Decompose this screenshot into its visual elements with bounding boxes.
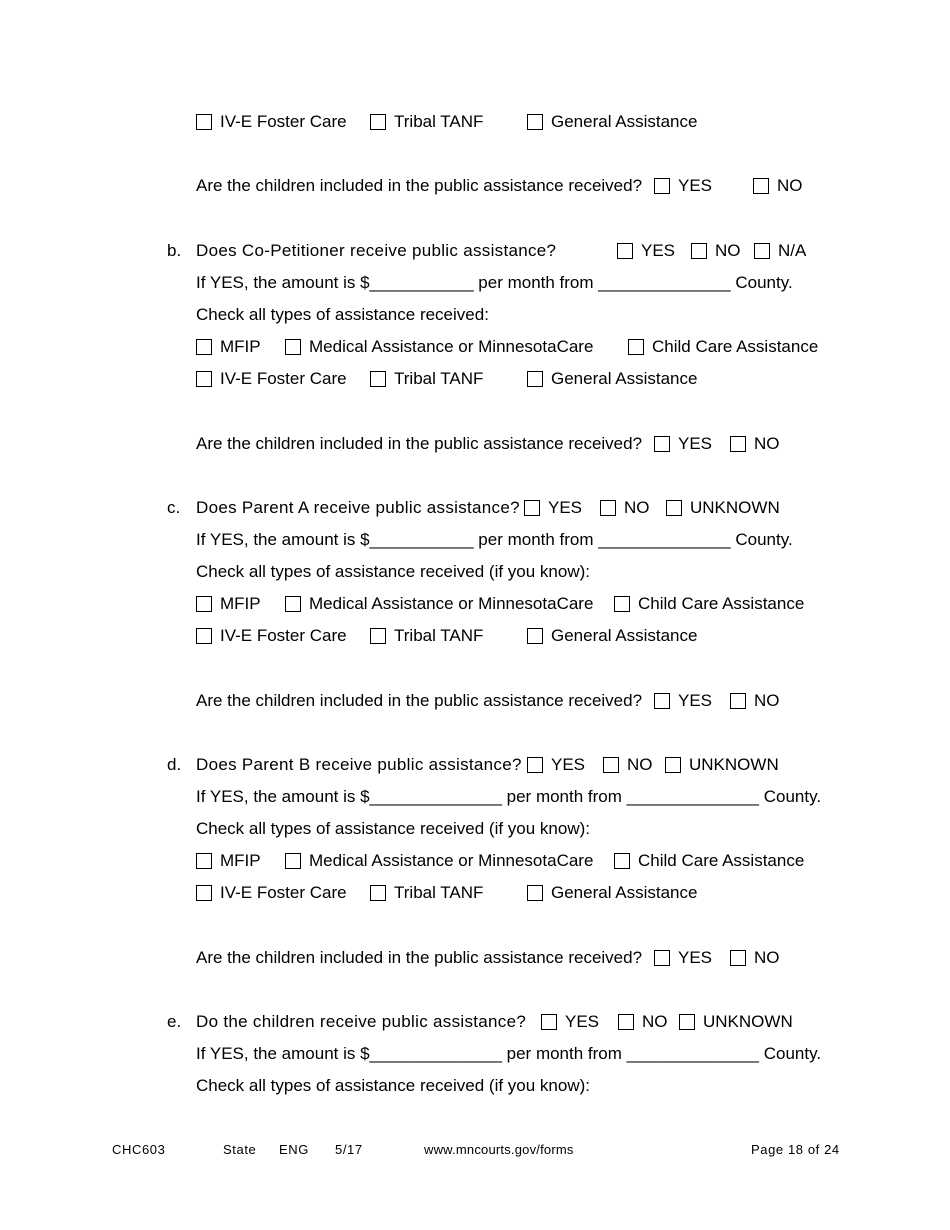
d-children-row [196,947,780,969]
c-children-row [196,690,780,712]
unknown-label: UNKNOWN [690,498,780,517]
section-marker: d. [167,755,182,774]
cca-checkbox[interactable] [628,339,644,355]
e-amount-line[interactable]: If YES, the amount is $______________ per month from ______________ County. [196,1044,822,1063]
children-question: Are the children included in the public assistance received? [196,691,643,710]
footer-form-code: CHC603 [112,1142,166,1157]
tanf-label: Tribal TANF [394,626,484,645]
tanf-checkbox[interactable] [370,885,386,901]
mfip-checkbox[interactable] [196,853,212,869]
yes-label: YES [678,434,713,453]
ga-label: General Assistance [551,883,698,902]
children-question: Are the children included in the public assistance received? [196,948,643,967]
tanf-checkbox[interactable] [370,114,386,130]
ma-checkbox[interactable] [285,853,301,869]
no-label: NO [754,434,780,453]
mfip-label: MFIP [220,851,261,870]
unknown-label: UNKNOWN [703,1012,793,1031]
yes-label: YES [678,948,713,967]
c-children-yes-checkbox[interactable] [654,693,670,709]
mfip-label: MFIP [220,594,261,613]
ive-label: IV-E Foster Care [220,626,347,645]
mfip-label: MFIP [220,337,261,356]
footer-state: State [223,1142,257,1157]
no-label: NO [624,498,650,517]
c-amount-line[interactable]: If YES, the amount is $___________ per month from ______________ County. [196,530,793,549]
ive-label: IV-E Foster Care [220,112,347,131]
b-amount-line[interactable]: If YES, the amount is $___________ per month from ______________ County. [196,273,793,292]
section-question: Does Parent B receive public assistance? [196,755,522,774]
e-unknown-checkbox[interactable] [679,1014,695,1030]
ive-checkbox[interactable] [196,628,212,644]
c-children-no-checkbox[interactable] [730,693,746,709]
ma-checkbox[interactable] [285,339,301,355]
children-question: Are the children included in the public assistance received? [196,176,643,195]
e-question-row [0,1011,950,1033]
ma-checkbox[interactable] [285,596,301,612]
no-label: NO [627,755,653,774]
mfip-checkbox[interactable] [196,339,212,355]
no-label: NO [642,1012,668,1031]
ga-label: General Assistance [551,112,698,131]
yes-label: YES [551,755,586,774]
mfip-checkbox[interactable] [196,596,212,612]
cca-checkbox[interactable] [614,853,630,869]
ga-checkbox[interactable] [527,628,543,644]
footer-language: ENG [279,1142,309,1157]
cca-label: Child Care Assistance [638,851,805,870]
d-no-checkbox[interactable] [603,757,619,773]
footer-page-number: Page 18 of 24 [751,1142,840,1157]
cca-label: Child Care Assistance [638,594,805,613]
a-children-no-checkbox[interactable] [753,178,769,194]
section-marker: e. [167,1012,182,1031]
section-question: Does Co-Petitioner receive public assistance? [196,241,557,260]
b-yes-checkbox[interactable] [617,243,633,259]
b-question-row [0,240,950,262]
ga-checkbox[interactable] [527,371,543,387]
ma-label: Medical Assistance or MinnesotaCare [309,851,594,870]
section-question: Does Parent A receive public assistance? [196,498,520,517]
d-unknown-checkbox[interactable] [665,757,681,773]
b-children-row [196,433,780,455]
b-children-yes-checkbox[interactable] [654,436,670,452]
no-label: NO [777,176,803,195]
a-children-yes-checkbox[interactable] [654,178,670,194]
d-question-row [0,754,950,776]
e-no-checkbox[interactable] [618,1014,634,1030]
c-unknown-checkbox[interactable] [666,500,682,516]
b-no-checkbox[interactable] [691,243,707,259]
d-amount-line[interactable]: If YES, the amount is $______________ per month from ______________ County. [196,787,822,806]
na-label: N/A [778,241,807,260]
ive-checkbox[interactable] [196,114,212,130]
section-marker: b. [167,241,182,260]
c-check-all-label: Check all types of assistance received (if you know): [196,562,591,581]
ga-label: General Assistance [551,626,698,645]
ive-label: IV-E Foster Care [220,883,347,902]
tanf-checkbox[interactable] [370,371,386,387]
c-no-checkbox[interactable] [600,500,616,516]
e-yes-checkbox[interactable] [541,1014,557,1030]
yes-label: YES [565,1012,600,1031]
ive-checkbox[interactable] [196,885,212,901]
ive-checkbox[interactable] [196,371,212,387]
d-check-all-label: Check all types of assistance received (if you know): [196,819,591,838]
cca-label: Child Care Assistance [652,337,819,356]
ma-label: Medical Assistance or MinnesotaCare [309,594,594,613]
children-question: Are the children included in the public assistance received? [196,434,643,453]
tanf-label: Tribal TANF [394,883,484,902]
b-na-checkbox[interactable] [754,243,770,259]
no-label: NO [754,691,780,710]
ga-checkbox[interactable] [527,885,543,901]
section-question: Do the children receive public assistance? [196,1012,527,1031]
a-children-row [196,175,803,197]
yes-label: YES [548,498,583,517]
no-label: NO [754,948,780,967]
ma-label: Medical Assistance or MinnesotaCare [309,337,594,356]
ive-label: IV-E Foster Care [220,369,347,388]
ga-checkbox[interactable] [527,114,543,130]
c-yes-checkbox[interactable] [524,500,540,516]
b-children-no-checkbox[interactable] [730,436,746,452]
tanf-label: Tribal TANF [394,112,484,131]
yes-label: YES [678,691,713,710]
yes-label: YES [678,176,713,195]
section-marker: c. [167,498,181,517]
d-yes-checkbox[interactable] [527,757,543,773]
c-question-row [0,497,950,519]
tanf-label: Tribal TANF [394,369,484,388]
footer-url[interactable]: www.mncourts.gov/forms [424,1142,574,1157]
e-check-all-label: Check all types of assistance received (if you know): [196,1076,591,1095]
d-children-yes-checkbox[interactable] [654,950,670,966]
d-children-no-checkbox[interactable] [730,950,746,966]
ga-label: General Assistance [551,369,698,388]
b-check-all-label: Check all types of assistance received: [196,305,489,324]
unknown-label: UNKNOWN [689,755,779,774]
footer-date: 5/17 [335,1142,363,1157]
tanf-checkbox[interactable] [370,628,386,644]
no-label: NO [715,241,741,260]
yes-label: YES [641,241,676,260]
cca-checkbox[interactable] [614,596,630,612]
